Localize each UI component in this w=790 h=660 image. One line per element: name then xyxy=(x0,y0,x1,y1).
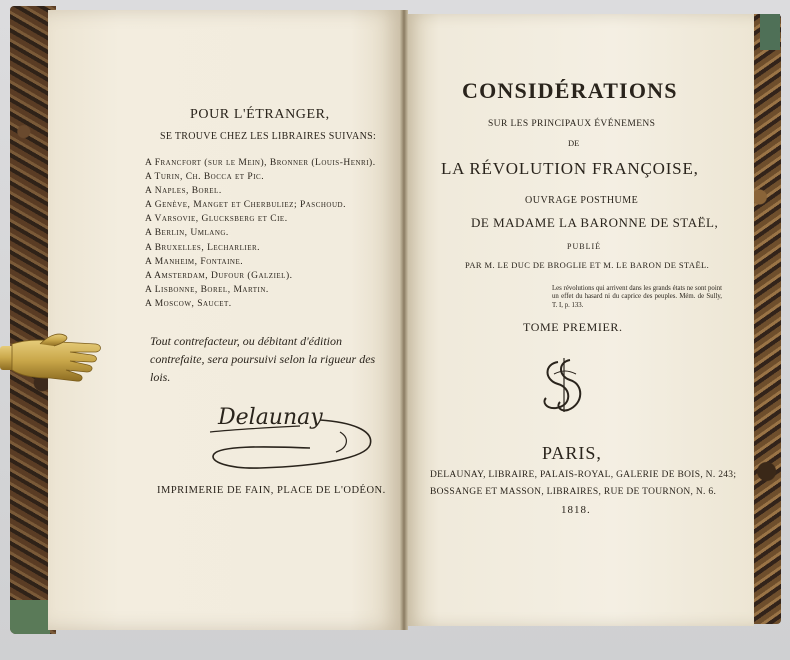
list-item: A Manheim, Fontaine. xyxy=(145,256,244,267)
epigraph: Les révolutions qui arrivent dans les grands états ne sont point un effet du hasard ni du caprice des peuples. Mém. de Sully, T. I, p. 133. xyxy=(552,285,722,309)
list-item: A Lisbonne, Borel, Martin. xyxy=(145,284,269,295)
list-item: A Berlin, Umlang. xyxy=(145,228,229,239)
book-title-line-2: LA RÉVOLUTION FRANÇOISE, xyxy=(441,159,699,178)
handwritten-signature xyxy=(200,390,390,480)
booksellers-list xyxy=(145,156,376,311)
editors-line: PAR M. LE DUC DE BROGLIE ET M. LE BARON DE STAËL. xyxy=(465,260,710,270)
list-item: A Varsovie, Glucksberg et Cie. xyxy=(145,214,288,225)
foreign-sales-heading: POUR L'ÉTRANGER, xyxy=(190,107,330,122)
list-item: A Amsterdam, Dufour (Galziel). xyxy=(145,270,293,281)
city: PARIS, xyxy=(542,443,602,463)
booksellers-subheading: SE TROUVE CHEZ LES LIBRAIRES SUIVANS: xyxy=(160,131,377,142)
svg-text:Delaunay: Delaunay xyxy=(218,405,323,430)
left-page xyxy=(48,10,404,630)
publication-year: 1818. xyxy=(561,504,591,516)
published-label: PUBLIÉ xyxy=(567,242,601,251)
list-item: A Turin, Ch. Bocca et Pic. xyxy=(145,172,265,183)
publisher-line-1: DELAUNAY, LIBRAIRE, PALAIS-ROYAL, GALERIE DE BOIS, N. 243; xyxy=(430,470,737,480)
monogram-emblem xyxy=(536,354,592,416)
book-gutter xyxy=(400,10,408,630)
author-line: DE MADAME LA BARONNE DE STAËL, xyxy=(471,215,719,230)
subtitle-connector: DE xyxy=(568,138,580,148)
list-item: A Francfort (sur le Mein), Bronner (Louis-Henri). xyxy=(145,158,376,168)
book-title: CONSIDÉRATIONS xyxy=(462,78,678,103)
left-green-endpaper xyxy=(10,600,50,634)
publisher-line-2: BOSSANGE ET MASSON, LIBRAIRES, RUE DE TOURNON, N. 6. xyxy=(430,487,717,497)
book-subtitle: SUR LES PRINCIPAUX ÉVÉNEMENS xyxy=(488,119,656,129)
list-item: A Naples, Borel. xyxy=(145,186,222,197)
printer-imprint: IMPRIMERIE DE FAIN, PLACE DE L'ODÉON. xyxy=(157,485,386,496)
volume-label: TOME PREMIER. xyxy=(523,320,623,334)
list-item: A Bruxelles, Lecharlier. xyxy=(145,242,261,253)
list-item: A Genève, Manget et Cherbuliez; Paschoud. xyxy=(145,200,346,211)
list-item: A Moscow, Saucet. xyxy=(145,298,232,309)
right-green-endpaper xyxy=(760,14,780,50)
counterfeit-warning: Tout contrefacteur, ou débitant d'édition contrefaite, sera poursuivi selon la rigueur des lois. xyxy=(150,334,376,384)
gold-hand-clasp xyxy=(0,330,104,386)
posthumous-note: OUVRAGE POSTHUME xyxy=(525,195,639,206)
